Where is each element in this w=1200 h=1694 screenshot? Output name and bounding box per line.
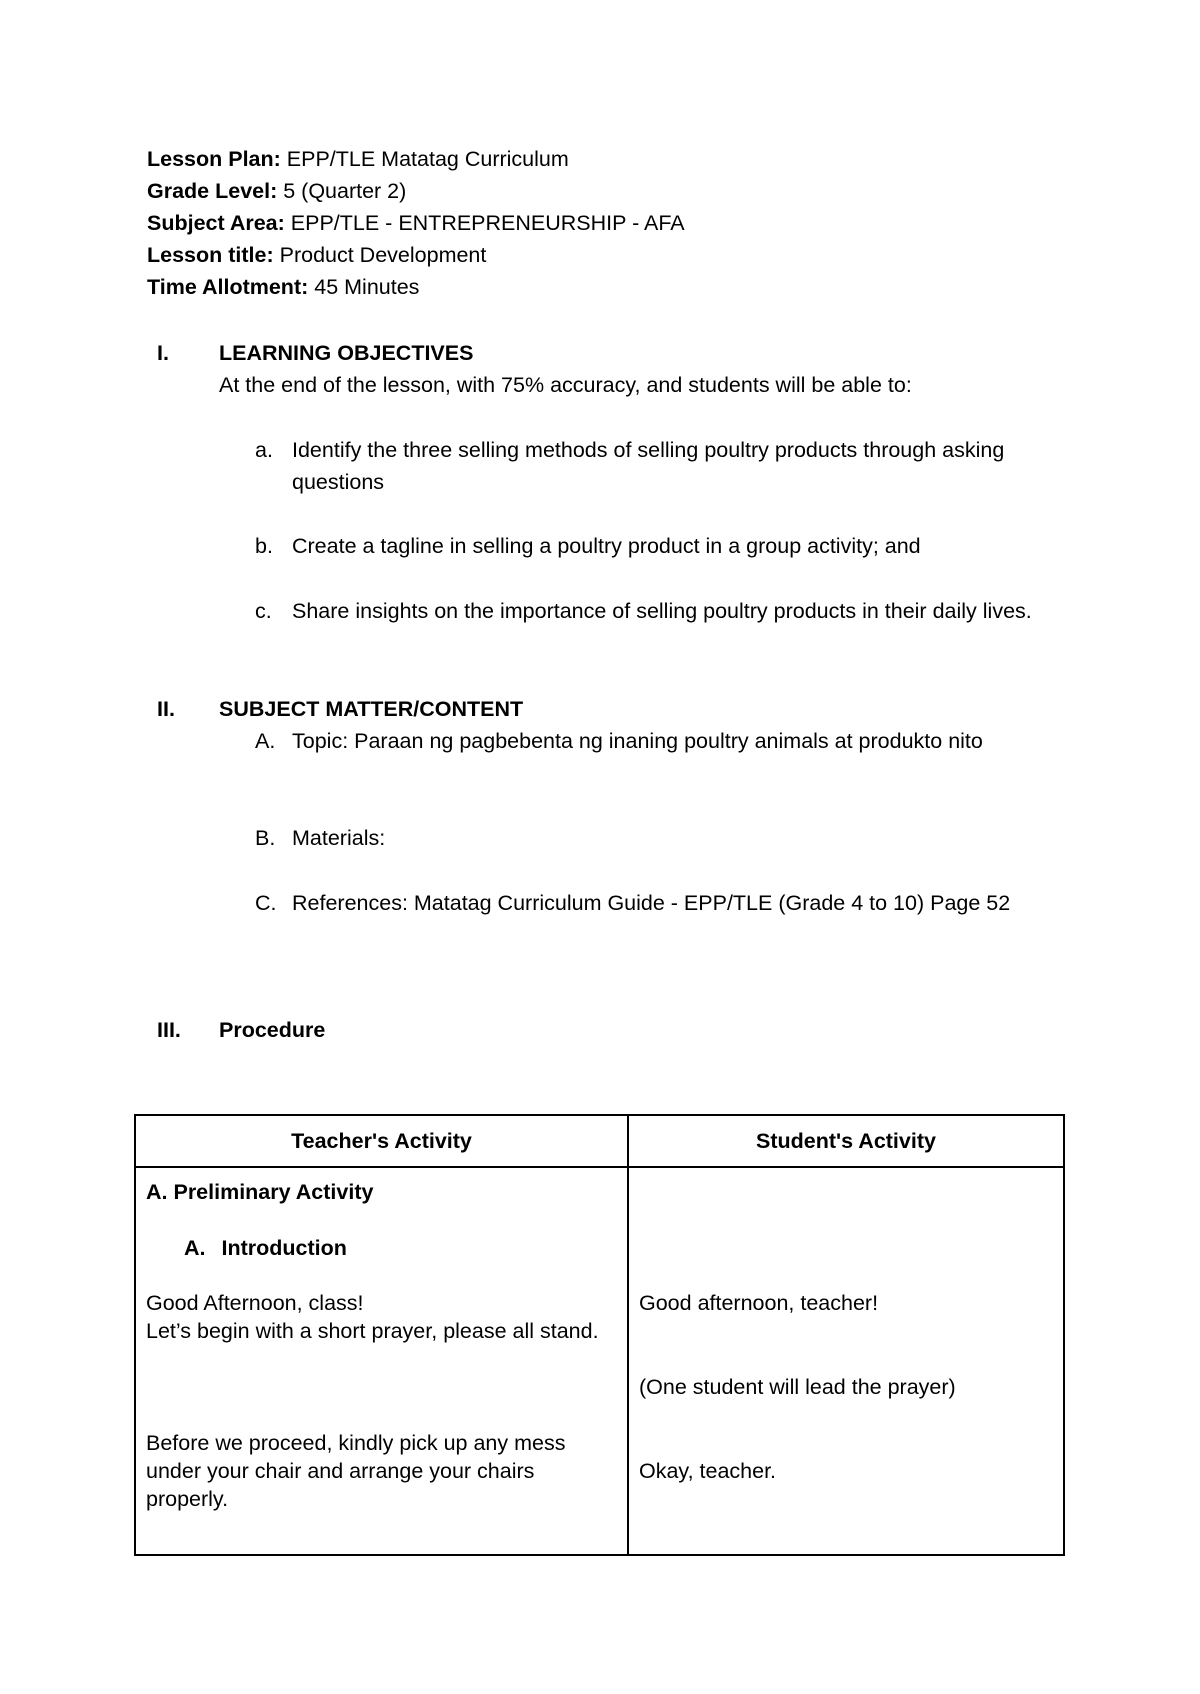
student-prayer: (One student will lead the prayer) — [639, 1375, 956, 1399]
item-text: Create a tagline in selling a poultry product in a group activity; and — [292, 534, 921, 558]
lesson-header — [147, 143, 1097, 303]
subject-area-value: EPP/TLE - ENTREPRENEURSHIP - AFA — [284, 211, 685, 235]
objectives-intro: At the end of the lesson, with 75% accuracy, and students will be able to: — [219, 373, 912, 397]
section-title: SUBJECT MATTER/CONTENT — [219, 697, 524, 721]
item-marker: C. — [255, 891, 277, 915]
item-text: Topic: Paraan ng pagbebenta ng inaning poultry animals at produkto nito — [292, 729, 983, 753]
teacher-prayer: Let’s begin with a short prayer, please all stand. — [146, 1319, 599, 1343]
grade-level-line — [147, 175, 1097, 207]
subject-area-label: Subject Area: — [147, 211, 285, 235]
item-text: References: Matatag Curriculum Guide - EPP/TLE (Grade 4 to 10) Page 52 — [292, 891, 1011, 915]
lesson-plan-value: EPP/TLE Matatag Curriculum — [280, 147, 569, 171]
section-title: LEARNING OBJECTIVES — [219, 341, 474, 365]
teacher-greeting: Good Afternoon, class! — [146, 1291, 364, 1315]
section-title: Procedure — [219, 1018, 326, 1042]
procedure-table — [134, 1114, 1065, 1556]
time-allotment-value: 45 Minutes — [308, 275, 420, 299]
time-allotment-line — [147, 271, 1097, 303]
item-marker: a. — [255, 438, 273, 462]
grade-level-value: 5 (Quarter 2) — [277, 179, 407, 203]
introduction-title: Introduction — [221, 1236, 347, 1260]
teacher-activity-header: Teacher's Activity — [135, 1115, 628, 1167]
teacher-activity-cell — [135, 1167, 628, 1555]
grade-level-label: Grade Level: — [147, 179, 278, 203]
subject-area-line — [147, 207, 1097, 239]
time-allotment-label: Time Allotment: — [147, 275, 309, 299]
student-okay: Okay, teacher. — [639, 1459, 777, 1483]
introduction-heading — [184, 1234, 644, 1262]
section-number: III. — [157, 1018, 181, 1042]
student-activity-cell — [628, 1167, 1064, 1555]
lesson-plan-line — [147, 143, 1097, 175]
item-text: Materials: — [292, 826, 386, 850]
teacher-cleanup: Before we proceed, kindly pick up any mess under your chair and arrange your chairs properly. — [146, 1431, 566, 1511]
introduction-marker: A. — [184, 1236, 206, 1260]
table-header-row — [135, 1115, 1064, 1167]
preliminary-activity-heading: A. Preliminary Activity — [146, 1180, 374, 1204]
lesson-title-value: Product Development — [273, 243, 487, 267]
item-marker: B. — [255, 826, 276, 850]
lesson-plan-label: Lesson Plan: — [147, 147, 281, 171]
section-number: II. — [157, 697, 175, 721]
item-marker: A. — [255, 729, 276, 753]
lesson-title-line — [147, 239, 1097, 271]
lesson-title-label: Lesson title: — [147, 243, 274, 267]
student-activity-header: Student's Activity — [628, 1115, 1064, 1167]
student-greeting: Good afternoon, teacher! — [639, 1291, 879, 1315]
item-marker: b. — [255, 534, 273, 558]
section-number: I. — [157, 341, 169, 365]
item-marker: c. — [255, 599, 272, 623]
item-text: Identify the three selling methods of selling poultry products through asking questions — [292, 438, 1005, 494]
item-text: Share insights on the importance of selling poultry products in their daily lives. — [292, 599, 1032, 623]
table-row — [135, 1167, 1064, 1555]
